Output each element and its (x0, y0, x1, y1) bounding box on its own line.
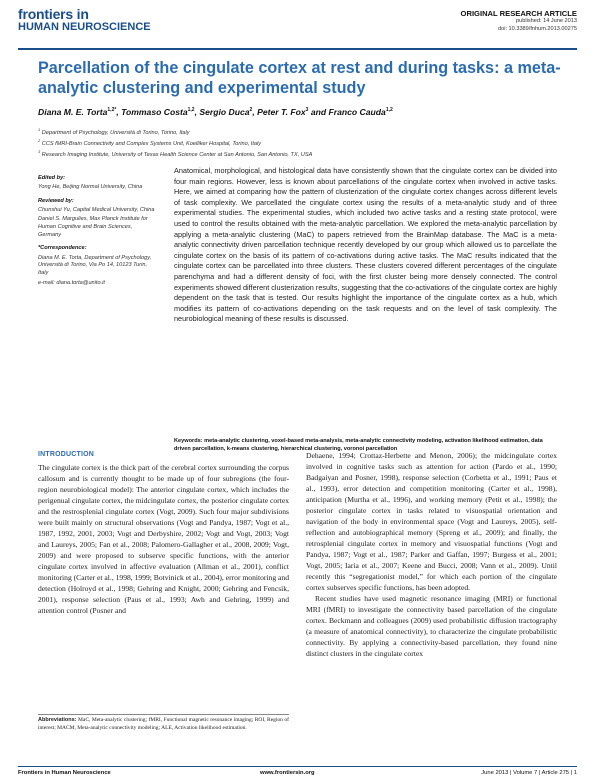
abbreviations-footnote (38, 717, 289, 733)
body-column-left (38, 462, 289, 707)
author-affil-sup: 2 (249, 107, 253, 114)
author-list: Diana M. E. Torta$^{1,2*}$, Tommaso Costa$^{1,2}$, Sergio Duca$^2$, Peter T. Fox$^3$ and Franco Cauda$^{1,2}$ (38, 107, 393, 117)
edited-by-label: Edited by: (38, 175, 66, 181)
corresponding-mark: * (114, 107, 117, 114)
author-name[interactable]: Franco Cauda (328, 107, 386, 117)
abbreviations-text: MaC, Meta-analytic clustering; fMRI, Functional magnetic resonance imaging; ROI, Region of interest; MACM, Meta-analytic connectivity modeling; ALE, Activation likelihood estimation. (38, 717, 289, 731)
footer-journal-name: Frontiers in Human Neuroscience (18, 770, 111, 776)
correspondence-label: *Correspondence: (38, 245, 87, 252)
author-affil-sup: 1,2 (385, 107, 393, 114)
correspondence-address: Diana M. E. Torta, Department of Psychology, Università di Torino, Via Po 14, 10123 Turin, Italy (38, 254, 152, 277)
affiliation-number: 1 (38, 127, 41, 132)
author-affil-sup: 1,2 (187, 107, 195, 114)
body-paragraph: Dehaene, 1994; Crottaz-Herbette and Menon, 2006); the midcingulate cortex involved in cognitive tasks such as attention for action (Pardo et al., 1990; Badgaiyan and Posner, 1998), response selection (Corbetta et al., 1991; Paus et al., 1993), error detection and competition monitoring (Carter et al., 1998), anticipation (Murtha et al., 1996), and working memory (Petit et al., 1998); the posterior cingulate cortex in tasks related to visuospatial orientation and navigation of the body in environmental space (Vogt and Laureys, 2005), self-reflection and autobiographical memory (Spreng et al., 2009); and finally, the retrosplenial cingulate cortex in memory and visuospatial functions (Vogt and Pandya, 1987; Vogt et al., 1987; Parker and Gaffan, 1997; Burgess et al., 2001; Vogt, 2005; Iaria et al., 2007; Keene and Bucci, 2008; Vann et al., 2009). Until recently this “segregationist model,” for which each portion of the cingulate cortex subserves specific functions, has been adopted. (306, 451, 557, 592)
journal-logo (18, 7, 151, 33)
affiliation-text: CCS fMRI-Brain Connectivity and Complex Systems Unit, Koelliker Hospital, Torino, Italy (41, 140, 262, 147)
author-affil-sup: 3 (305, 107, 309, 114)
author-name[interactable]: Sergio Duca (199, 107, 250, 117)
author-name[interactable]: Peter T. Fox (257, 107, 306, 117)
footer-divider (18, 766, 577, 767)
affiliation-number: 2 (38, 138, 41, 143)
editorial-sidebar (38, 175, 156, 289)
published-date: published: 14 June 2013 (516, 18, 577, 24)
abstract-text: Anatomical, morphological, and histological data have consistently shown that the cingulate cortex can be divided into four main regions. However, less is known about parcellations of the cingulate cortex when involved in active tasks. Here, we aimed at comparing how the pattern of clusterization of the cingulate cortex changes across different levels of task complexity. We parcellated the cingulate cortex using the results of a meta-analytic study and of three experimental studies. The experimental studies, which included two active tasks and a resting state protocol, were used to control the results obtained with the meta-analytic parcellation. We explored the meta-analytic parcellation by applying a meta-analytic clustering (MaC) to papers retrieved from the BrainMap database. The MaC is a meta-analytic connectivity driven parcellation technique recently developed by our group which allowed us to parcellate the cingulate cortex on the basis of its pattern of co-activations during active tasks. The MaC results indicated that the cingulate cortex can be parcellated into three clusters. These clusters covered different percentages of the cingulate parenchyma and had a different density of foci, with the first cluster being more densely connected. The control experiments showed different clusterization results, suggesting that the co-activations of the cingulate cortex are highly dependent on the task that is tested. Our results highlight the importance of the cingulate cortex as a hub, which modifies its pattern of co-activations depending on the task requests and on the level of task complexity. The neurobiological meaning of these results is discussed. (174, 166, 557, 324)
footer-website-link[interactable]: www.frontiersin.org (260, 770, 315, 776)
author-name[interactable]: Tommaso Costa (121, 107, 188, 117)
affiliation-text: Research Imaging Institute, University of Texas Health Science Center at San Antonio, San Antonio, TX, USA (41, 151, 313, 158)
footer-issue-info: June 2013 | Volume 7 | Article 275 | 1 (481, 770, 577, 776)
affiliation (38, 127, 190, 136)
author-affil-sup: 1,2 (107, 107, 115, 114)
article-title: Parcellation of the cingulate cortex at rest and during tasks: a meta-analytic clustering and experimental study (38, 59, 561, 97)
footnote-divider (38, 714, 289, 715)
affiliation (38, 138, 261, 147)
journal-logo-line1: frontiers in (18, 6, 89, 22)
reviewer-name: Daniel S. Margulies, Max Planck Institute for Human Cognitive and Brain Sciences, Germany (38, 216, 148, 238)
editor-name: Yong He, Beijing Normal University, China (38, 184, 143, 191)
affiliation-number: 3 (38, 149, 41, 154)
reviewer-name: Chunshui Yu, Capital Medical University, China (38, 206, 155, 213)
doi-link[interactable]: doi: 10.3389/fnhum.2013.00275 (497, 25, 577, 32)
journal-logo-line2: HUMAN NEUROSCIENCE (18, 21, 151, 33)
author-name[interactable]: Diana M. E. Torta (38, 107, 108, 117)
body-column-right (306, 450, 557, 765)
body-paragraph: Recent studies have used magnetic resonance imaging (MRI) or functional MRI (fMRI) to investigate the connectivity based parcellation of the cingulate cortex. Beckmann and colleagues (2009) used probabilistic diffusion tractography (a measure of anatomical connectivity), to characterize the cingulate probabilistic connectivity. By applying a connectivity-based parcellation, they found nine distinct clusters in the cingulate cortex (306, 594, 557, 658)
reviewed-by-label: Reviewed by: (38, 197, 74, 204)
body-paragraph: The cingulate cortex is the thick part of the cerebral cortex surrounding the corpus callosum and is currently thought to be made up of four subregions (the four-region neurobiological model): The anterior cingulate cortex, which includes the perigenual cingulate cortex, the midcingulate cortex, the posterior cingulate cortex and the restrosplenial cingulate cortex (Vogt, 2009). Such four major subdivisions were built mainly on structural observations (Vogt and Pandya, 1987; Vogt et al., 1987, 1992, 2001, 2003; Vogt and Derbyshire, 2002; Vogt and Vogt, 2003; Vogt and Laureys, 2005; Fan et al., 2008; Palomero-Gallagher et al., 2008, 2009; Vogt, 2009) and were proposed to subserve specific functions, with the anterior cingulate cortex involved in affective evaluation (Allman et al., 2001), conflict monitoring (Carter et al., 1998, 1999; Botvinick et al., 2004), error monitoring and detection (Holroyd et al., 1998; Gehring and Knight, 2000; Gehring and Fencsik, 2001), response selection (Paus et al., 1993; Awh and Gehring, 1999) and attention control (Posner and (38, 463, 289, 615)
article-type: ORIGINAL RESEARCH ARTICLE (460, 9, 577, 18)
keywords: Keywords: meta-analytic clustering, voxel-based meta-analysis, meta-analytic connectivity modeling, activation likelihood estimation, data driven parcellation, k-means clustering, hierarchical clustering, voronoi parcellation (174, 438, 543, 453)
abbreviations-label: Abbreviations: (38, 717, 77, 723)
affiliation-text: Department of Psychology, Università di Torino, Torino, Italy (41, 129, 190, 136)
correspondence-email[interactable]: e-mail: diana.torta@unito.it (38, 279, 105, 286)
article-meta (461, 9, 577, 33)
header-divider (18, 48, 577, 50)
affiliation (38, 149, 312, 158)
section-heading-introduction: INTRODUCTION (38, 451, 95, 458)
